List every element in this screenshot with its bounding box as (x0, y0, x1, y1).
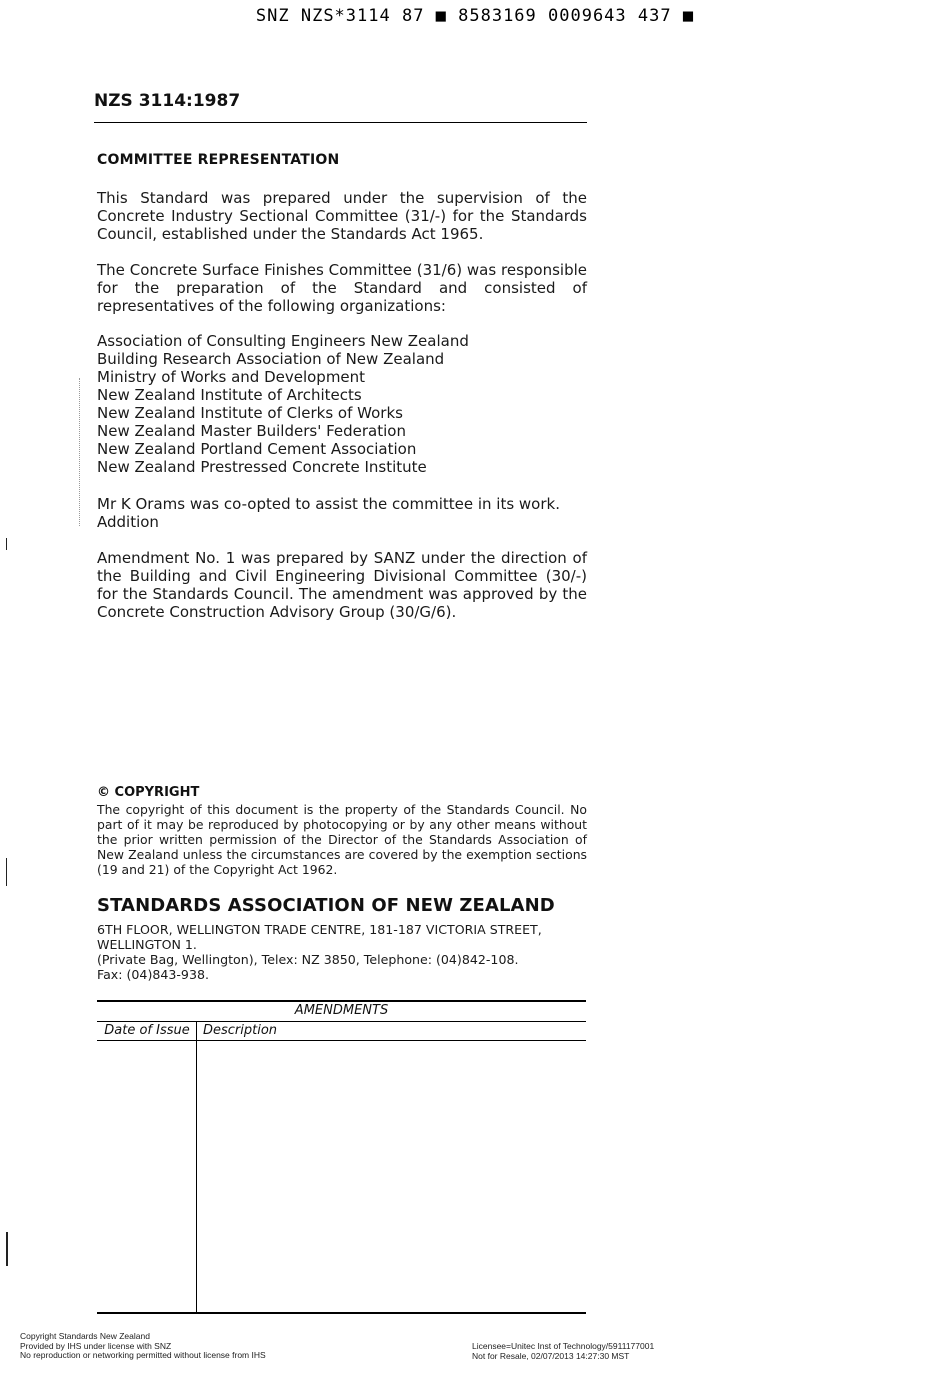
address-line: 6TH FLOOR, WELLINGTON TRADE CENTRE, 181-187 VICTORIA STREET, (97, 922, 542, 937)
amendment-paragraph: Amendment No. 1 was prepared by SANZ under the direction of the Building and Civil Engineering Divisional Committee (30/-) for the Standards Council. The amendment was approved by the Concrete Construction Advisory Group (30/G/6). (97, 549, 587, 621)
amendments-bottom-rule (97, 1312, 586, 1314)
amendments-header-rule (97, 1040, 586, 1041)
footer-line: Copyright Standards New Zealand (20, 1331, 150, 1341)
coopted-note: Mr K Orams was co-opted to assist the committee in its work. (97, 495, 560, 513)
amendments-column-description: Description (203, 1023, 278, 1038)
address-line: Fax: (04)843-938. (97, 967, 209, 982)
copyright-heading: © COPYRIGHT (97, 785, 200, 800)
footer-line: Provided by IHS under license with SNZ (20, 1340, 172, 1351)
amendments-title: AMENDMENTS (294, 1003, 389, 1018)
organization-name: STANDARDS ASSOCIATION OF NEW ZEALAND (97, 895, 555, 916)
amendments-column-date: Date of Issue (104, 1023, 190, 1038)
amendments-title-rule (97, 1021, 586, 1022)
header-rule (94, 122, 587, 123)
footer-license-right (472, 1342, 654, 1361)
committee-paragraph-1: This Standard was prepared under the supervision of the Concrete Industry Sectional Committee (31/-) for the Standards Council, established under the Standards Act 1965. (97, 189, 587, 243)
address-line: WELLINGTON 1. (97, 937, 197, 952)
footer-license-left (20, 1332, 266, 1361)
organization-address (97, 922, 592, 982)
scan-margin-mark (6, 1232, 8, 1266)
amendments-top-rule (97, 1000, 586, 1002)
footer-line: Not for Resale, 02/07/2013 14:27:30 MST (472, 1350, 630, 1361)
list-item: New Zealand Prestressed Concrete Institute (97, 458, 427, 476)
document-barcode-header: SNZ NZS*3114 87 ■ 8583169 0009643 437 ■ (255, 6, 695, 26)
list-item: New Zealand Institute of Architects (97, 386, 362, 404)
list-item: Ministry of Works and Development (97, 368, 366, 386)
scan-dotted-mark (79, 378, 80, 526)
scan-margin-mark (6, 538, 7, 550)
addition-label: Addition (97, 513, 159, 531)
amendments-column-divider (196, 1021, 197, 1313)
committee-paragraph-2: The Concrete Surface Finishes Committee (31/6) was responsible for the preparation of the Standard and consisted of representatives of the following organizations: (97, 261, 587, 315)
address-line: (Private Bag, Wellington), Telex: NZ 3850, Telephone: (04)842-108. (97, 952, 519, 967)
organization-list (97, 332, 587, 476)
copyright-body: The copyright of this document is the property of the Standards Council. No part of it may be reproduced by photocopying or by any other means without the prior written permission of the Director of the Standards Association of New Zealand unless the circumstances are covered by the exemption sections (19 and 21) of the Copyright Act 1962. (97, 802, 587, 877)
list-item: Building Research Association of New Zealand (97, 350, 445, 368)
standard-number: NZS 3114:1987 (94, 91, 241, 111)
list-item: New Zealand Institute of Clerks of Works (97, 404, 403, 422)
scan-margin-mark (6, 858, 7, 886)
list-item: New Zealand Portland Cement Association (97, 440, 417, 458)
committee-heading: COMMITTEE REPRESENTATION (97, 152, 340, 168)
list-item: Association of Consulting Engineers New Zealand (97, 332, 469, 350)
footer-line: Licensee=Unitec Inst of Technology/5911177001 (472, 1341, 655, 1351)
footer-line: No reproduction or networking permitted without license from IHS (20, 1350, 266, 1360)
list-item: New Zealand Master Builders' Federation (97, 422, 406, 440)
